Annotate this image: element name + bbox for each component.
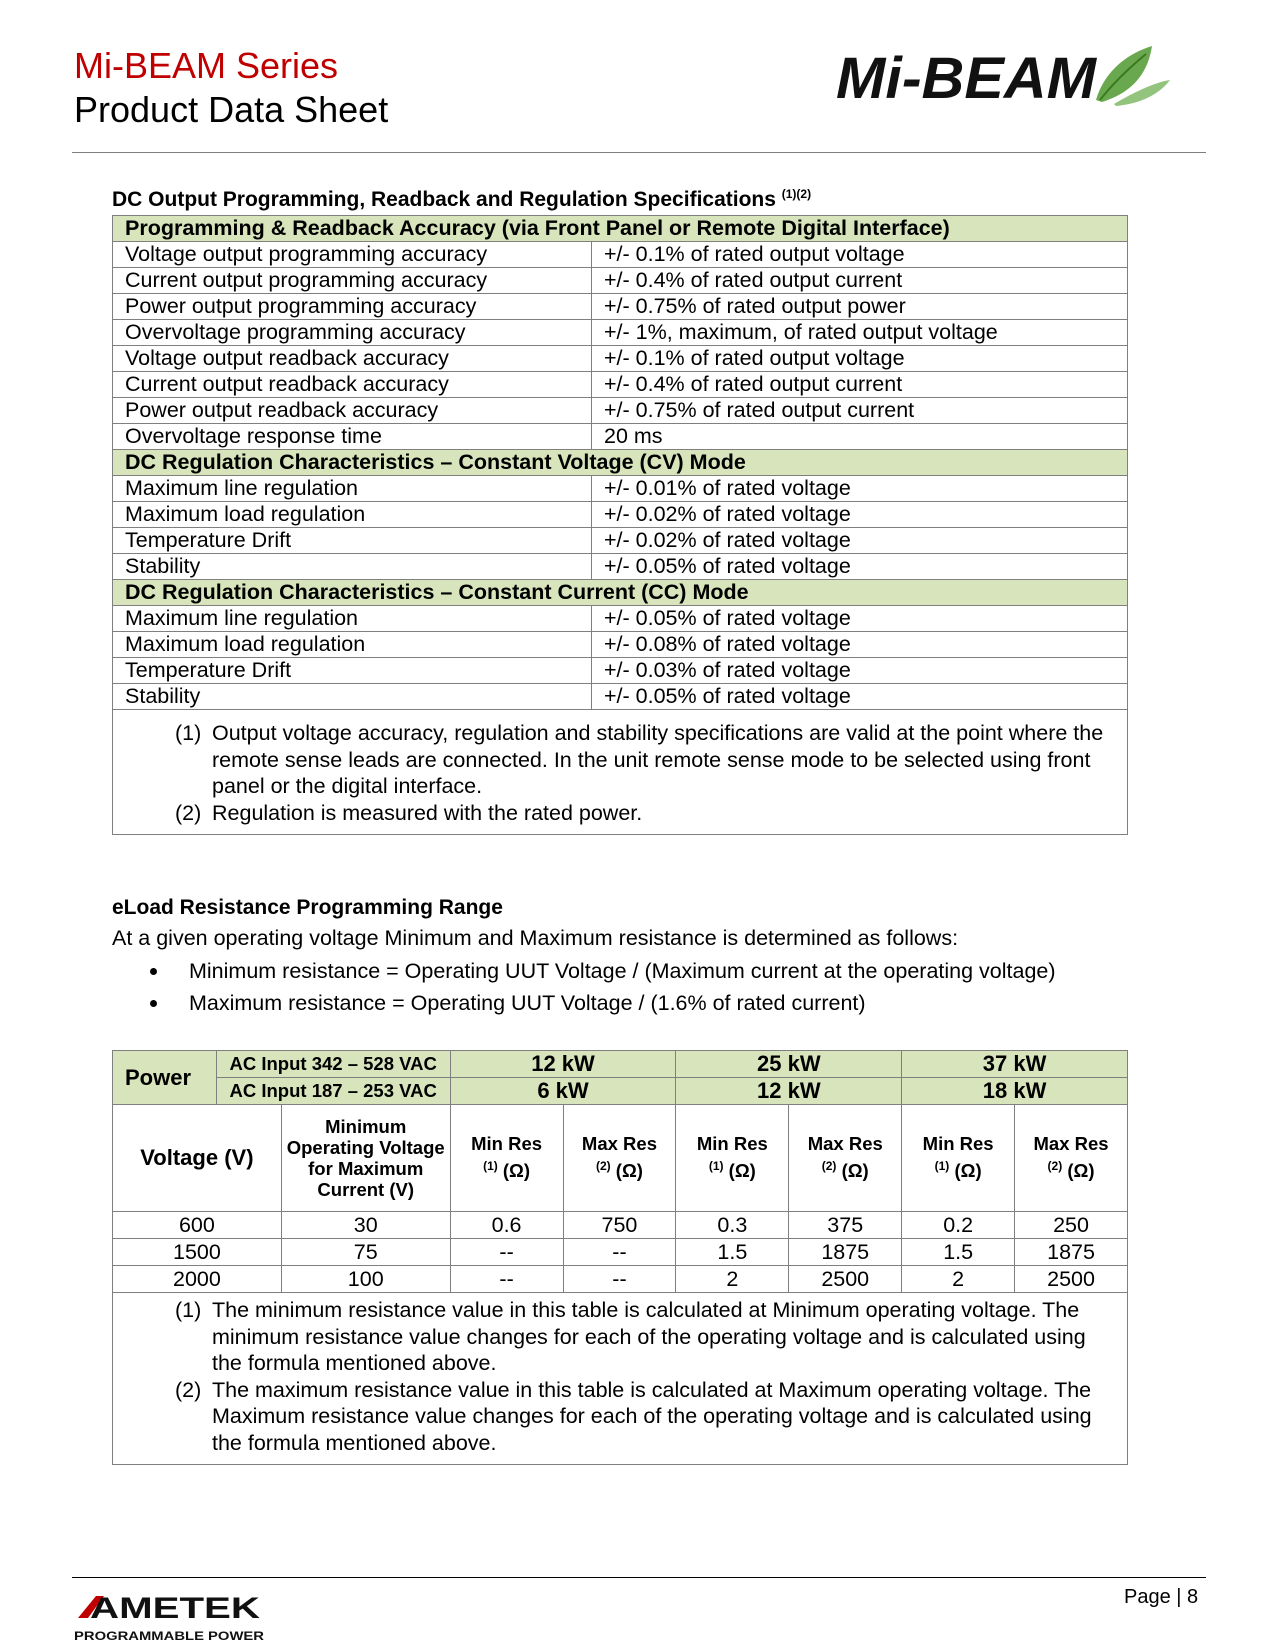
spec-param: Overvoltage programming accuracy	[113, 320, 592, 346]
spec-group-header: DC Regulation Characteristics – Constant Current (CC) Mode	[113, 580, 1128, 606]
column-header-max-res	[789, 1105, 902, 1212]
spec-param: Maximum line regulation	[113, 476, 592, 502]
table-row	[113, 398, 1128, 424]
spec-section-title	[112, 181, 811, 213]
header-ref: (1)	[934, 1159, 950, 1174]
spec-value: +/- 0.05% of rated voltage	[592, 554, 1128, 580]
table-cell: 0.3	[676, 1212, 789, 1239]
ac-input-label: AC Input 342 – 528 VAC	[216, 1051, 450, 1078]
table-cell: 0.6	[450, 1212, 563, 1239]
spec-value: +/- 0.4% of rated output current	[592, 268, 1128, 294]
document-title: Product Data Sheet	[74, 89, 389, 130]
table-row	[113, 502, 1128, 528]
table-cell: 250	[1015, 1212, 1128, 1239]
spec-value: +/- 0.75% of rated output current	[592, 398, 1128, 424]
footnote	[175, 800, 1117, 827]
power-rating: 37 kW	[902, 1051, 1128, 1078]
formula-list	[112, 955, 1056, 1019]
ac-input-label: AC Input 187 – 253 VAC	[216, 1078, 450, 1105]
table-cell: 2500	[1015, 1266, 1128, 1293]
footnote-text: The minimum resistance value in this table is calculated at Minimum operating voltage. The minimum resistance value changes for each of the operating voltage and is calculated using the formula mentioned above.	[212, 1298, 1086, 1375]
header-unit: (Ω)	[1067, 1160, 1095, 1182]
header-unit: (Ω)	[728, 1160, 756, 1182]
table-row	[113, 294, 1128, 320]
spec-value: +/- 0.05% of rated voltage	[592, 606, 1128, 632]
table-row	[113, 424, 1128, 450]
list-item	[112, 955, 1056, 987]
power-label: Power	[113, 1051, 217, 1105]
table-cell: 100	[281, 1266, 450, 1293]
table-cell: 375	[789, 1212, 902, 1239]
table-row	[113, 632, 1128, 658]
header-ref: (2)	[595, 1159, 611, 1174]
footnote-text: Output voltage accuracy, regulation and stability specifications are valid at the point where the remote sense leads are connected. In the unit remote sense mode to be selected using front panel or the digital interface.	[212, 721, 1104, 798]
header-ref: (2)	[1047, 1159, 1063, 1174]
spec-group-header: Programming & Readback Accuracy (via Front Panel or Remote Digital Interface)	[113, 216, 1128, 242]
spec-value: 20 ms	[592, 424, 1128, 450]
resistance-table	[112, 1050, 1128, 1465]
footnote	[175, 1297, 1117, 1377]
header-unit: (Ω)	[502, 1160, 531, 1182]
header-label: Min Res	[471, 1133, 543, 1155]
spec-footnotes	[113, 710, 1128, 835]
footer-divider	[72, 1577, 1206, 1578]
column-header-min-res	[450, 1105, 563, 1212]
header-unit: (Ω)	[954, 1160, 982, 1182]
spec-param: Temperature Drift	[113, 658, 592, 684]
spec-param: Voltage output programming accuracy	[113, 242, 592, 268]
footnote-number: (2)	[175, 1377, 202, 1402]
spec-value: +/- 0.1% of rated output voltage	[592, 242, 1128, 268]
table-row	[113, 658, 1128, 684]
power-rating: 6 kW	[450, 1078, 676, 1105]
spec-param: Overvoltage response time	[113, 424, 592, 450]
spec-param: Power output programming accuracy	[113, 294, 592, 320]
header-unit: (Ω)	[615, 1160, 643, 1182]
column-header-max-res	[1015, 1105, 1128, 1212]
spec-value: +/- 0.1% of rated output voltage	[592, 346, 1128, 372]
table-cell: 1875	[789, 1239, 902, 1266]
header-label: Min Res	[922, 1133, 994, 1155]
spec-param: Current output programming accuracy	[113, 268, 592, 294]
document-series: Mi-BEAM Series	[74, 45, 339, 86]
logo-text: Mi-BEAM	[836, 46, 1098, 111]
table-row	[113, 1266, 1128, 1293]
table-row	[113, 372, 1128, 398]
table-cell: 1.5	[902, 1239, 1015, 1266]
table-cell: 600	[113, 1212, 282, 1239]
table-row	[113, 528, 1128, 554]
footnote-number: (2)	[175, 800, 202, 825]
table-row	[113, 476, 1128, 502]
spec-group-header: DC Regulation Characteristics – Constant Voltage (CV) Mode	[113, 450, 1128, 476]
footnote-number: (1)	[175, 1298, 202, 1322]
ametek-logo	[74, 1588, 274, 1644]
table-row	[113, 346, 1128, 372]
header-ref: (1)	[708, 1159, 724, 1174]
resistance-footnotes	[113, 1293, 1128, 1465]
spec-value: +/- 0.02% of rated voltage	[592, 528, 1128, 554]
footnote	[175, 720, 1117, 800]
footnote-text: The maximum resistance value in this table is calculated at Maximum operating voltage. The Maximum resistance value changes for each of the operating voltage and is calculated using the formula mentioned above.	[212, 1377, 1092, 1455]
table-row	[113, 684, 1128, 710]
spec-value: +/- 0.08% of rated voltage	[592, 632, 1128, 658]
spec-param: Temperature Drift	[113, 528, 592, 554]
column-header-min-res	[676, 1105, 789, 1212]
power-rating: 12 kW	[676, 1078, 902, 1105]
ametek-brand: AMETEK	[90, 1592, 261, 1625]
spec-title-text: DC Output Programming, Readback and Regulation Specifications	[112, 188, 776, 211]
table-row	[113, 1212, 1128, 1239]
column-header-max-res	[563, 1105, 676, 1212]
table-cell: --	[450, 1239, 563, 1266]
header-label: Max Res	[581, 1133, 657, 1155]
table-cell: 30	[281, 1212, 450, 1239]
spec-value: +/- 0.05% of rated voltage	[592, 684, 1128, 710]
spec-param: Maximum load regulation	[113, 502, 592, 528]
table-row	[113, 268, 1128, 294]
table-cell: 1875	[1015, 1239, 1128, 1266]
spec-param: Stability	[113, 684, 592, 710]
table-cell: 2500	[789, 1266, 902, 1293]
power-rating: 18 kW	[902, 1078, 1128, 1105]
header-divider	[72, 152, 1206, 153]
header-ref: (2)	[821, 1159, 837, 1174]
table-cell: 2	[902, 1266, 1015, 1293]
leaf-icon	[1096, 46, 1170, 106]
spec-param: Stability	[113, 554, 592, 580]
spec-value: +/- 1%, maximum, of rated output voltage	[592, 320, 1128, 346]
table-cell: 1.5	[676, 1239, 789, 1266]
spec-param: Power output readback accuracy	[113, 398, 592, 424]
eload-intro: At a given operating voltage Minimum and Maximum resistance is determined as follows:	[112, 926, 959, 950]
table-cell: --	[563, 1266, 676, 1293]
table-row	[113, 606, 1128, 632]
mi-beam-logo	[834, 42, 1174, 112]
column-header-voltage: Voltage (V)	[113, 1105, 282, 1212]
spec-table	[112, 215, 1128, 835]
table-cell: 75	[281, 1239, 450, 1266]
header-ref: (1)	[483, 1159, 498, 1174]
table-cell: --	[450, 1266, 563, 1293]
column-header-min-operating-voltage: Minimum Operating Voltage for Maximum Current (V)	[281, 1105, 450, 1212]
footnote	[175, 1377, 1117, 1457]
footnote-text: Regulation is measured with the rated power.	[212, 800, 643, 825]
header-label: Max Res	[807, 1133, 883, 1155]
table-cell: --	[563, 1239, 676, 1266]
header-label: Max Res	[1033, 1133, 1109, 1155]
column-header-min-res	[902, 1105, 1015, 1212]
spec-title-refs: (1)(2)	[781, 187, 812, 201]
list-item	[112, 987, 1056, 1019]
table-cell: 0.2	[902, 1212, 1015, 1239]
page-number: Page | 8	[1124, 1586, 1199, 1608]
spec-value: +/- 0.03% of rated voltage	[592, 658, 1128, 684]
table-row	[113, 554, 1128, 580]
table-cell: 1500	[113, 1239, 282, 1266]
table-cell: 2000	[113, 1266, 282, 1293]
spec-param: Maximum line regulation	[113, 606, 592, 632]
spec-param: Maximum load regulation	[113, 632, 592, 658]
spec-param: Voltage output readback accuracy	[113, 346, 592, 372]
ametek-subtitle: PROGRAMMABLE POWER	[74, 1631, 265, 1643]
footnote-number: (1)	[175, 721, 202, 745]
table-cell: 750	[563, 1212, 676, 1239]
power-rating: 25 kW	[676, 1051, 902, 1078]
spec-value: +/- 0.02% of rated voltage	[592, 502, 1128, 528]
bullet-text: Maximum resistance = Operating UUT Voltage / (1.6% of rated current)	[189, 991, 866, 1015]
header-unit: (Ω)	[841, 1160, 869, 1182]
bullet-icon	[150, 1000, 157, 1007]
power-rating: 12 kW	[450, 1051, 676, 1078]
bullet-icon	[150, 968, 157, 975]
bullet-text: Minimum resistance = Operating UUT Voltage / (Maximum current at the operating voltage)	[189, 959, 1056, 983]
table-row	[113, 320, 1128, 346]
table-cell: 2	[676, 1266, 789, 1293]
table-row	[113, 242, 1128, 268]
spec-value: +/- 0.01% of rated voltage	[592, 476, 1128, 502]
spec-value: +/- 0.75% of rated output power	[592, 294, 1128, 320]
eload-section-title: eLoad Resistance Programming Range	[112, 896, 503, 919]
table-row	[113, 1239, 1128, 1266]
header-label: Min Res	[696, 1133, 768, 1155]
spec-param: Current output readback accuracy	[113, 372, 592, 398]
spec-value: +/- 0.4% of rated output current	[592, 372, 1128, 398]
